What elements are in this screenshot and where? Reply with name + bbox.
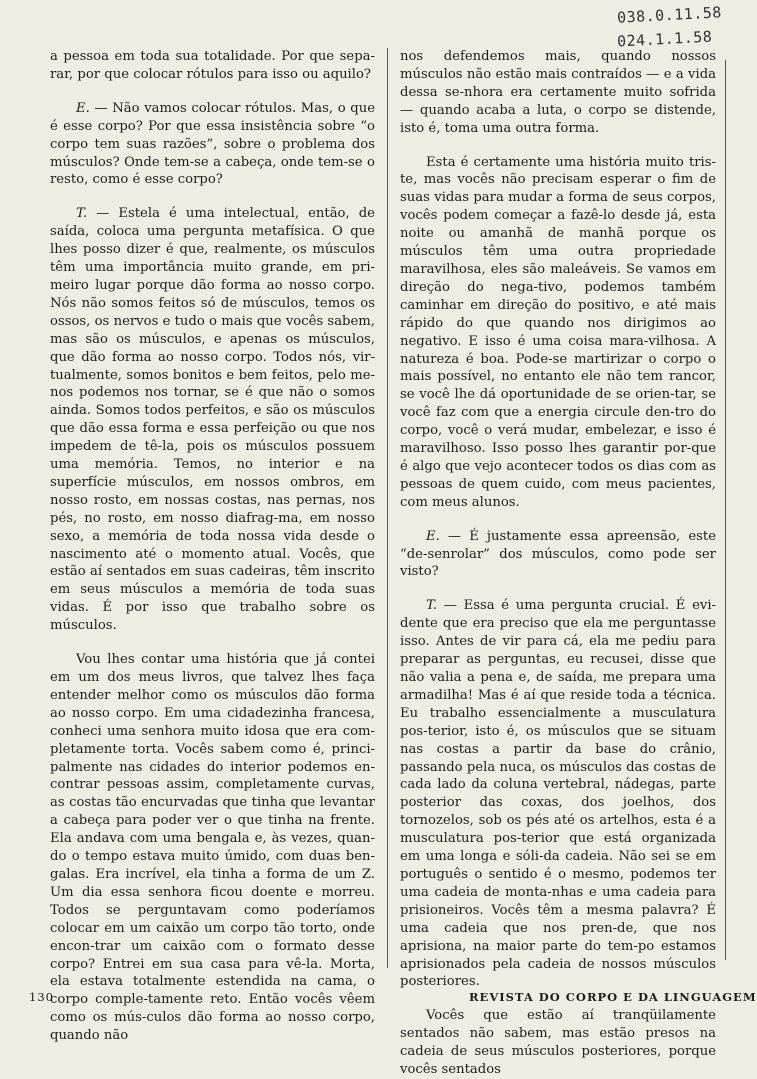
paragraph-text: — Não vamos colocar rótulos. Mas, o que é esse corpo? Por que essa insistência sobre “o corpo tem suas razões”, sobre o problema dos músculos? Onde tem-se a cabeça, onde tem-se o resto, como é esse corpo? [50, 100, 375, 188]
speaker-label: E. [76, 100, 90, 116]
paragraph-text: Esta é certamente uma história muito tris-te, mas vocês não precisam esperar o fim de suas vidas para mudar a forma de seus corpos, vocês podem começar a fazê-lo desde já, esta noite ou amanhã de manhã porque os músculos têm uma outra propriedade maravilhosa, eles são maleáveis. Se vamos em direção do nega-tivo, podemos também caminhar em direção do positivo, e até mais rápido do que quando nos dirigimos ao negativo. E isso é uma coisa mara-vilhosa. A natureza é boa. Pode-se martirizar o corpo o mais possível, no entanto ele não tem rancor, se você lhe dá oportunidade de se orien-tar, se você faz com que a energia circule den-tro do corpo, você o verá mudar, embelezar, e isso é maravilhoso. Isso posso lhes garantir por-que é algo que vejo acontecer todos os dias com as pessoas de quem cuido, com meus pacientes, com meus alunos. [400, 154, 716, 510]
paragraph [50, 100, 375, 190]
paragraph-text: — Estela é uma intelectual, então, de saída, coloca uma pergunta metafísica. O que lhes posso dizer é que, realmente, os músculos têm uma importância muito grande, em pri-meiro lugar porque dão forma ao nosso corpo. Nós não somos feitos só de músculos, temos os ossos, os nervos e tudo o mais que vocês sabem, mas são os músculos, e apenas os músculos, que dão forma ao nosso corpo. Todos nós, vir-tualmente, somos bonitos e bem feitos, pelo me-nos podemos nos tornar, se é que não o somos ainda. Somos todos perfeitos, e são os músculos que dão essa forma e essa perfeição ou que nos impedem de tê-la, pois os músculos possuem uma memória. Temos, no interior e na superfície músculos, em nossos ombros, em nosso rosto, em nossas costas, nas pernas, nos pés, no rosto, em nosso diafrag-ma, em nosso sexo, a memória de toda nossa vida desde o nascimento até o momento atual. Vocês, que estão aí sentados em suas cadeiras, têm inscrito em seus músculos a memória de toda suas vidas. É por isso que trabalho sobre os músculos. [50, 206, 375, 634]
journal-title: REVISTA DO CORPO E DA LINGUAGEM [469, 990, 757, 1004]
handwritten-annotation: 038.0.11.58 [616, 3, 723, 27]
paragraph [400, 597, 716, 991]
paragraph [400, 48, 716, 138]
paragraph [50, 48, 375, 84]
speaker-label: T. [76, 206, 88, 222]
paragraph [50, 651, 375, 1045]
handwritten-annotation: 024.1.1.58 [616, 27, 713, 51]
paragraph-text: a pessoa em toda sua totalidade. Por que sepa-rar, por que colocar rótulos para isso ou aquilo? [50, 49, 375, 82]
paragraph [400, 154, 716, 512]
speaker-label: E. [426, 528, 440, 544]
paragraph-text: Vou lhes contar uma história que já contei em um dos meus livros, que talvez lhes faça entender melhor como os músculos dão forma ao nosso corpo. Em uma cidadezinha francesa, conheci uma senhora muito idosa que era com-pletamente torta. Vocês sabem como é, princi-palmente nas cidades do interior podemos en-contrar pessoas assim, completamente curvas, as costas tão encurvadas que tinha que levantar a cabeça para poder ver o que tinha na frente. Ela andava com uma bengala e, às vezes, quan-do o tempo estava muito úmido, com duas ben-galas. Era incrível, ela tinha a forma de um Z. Um dia essa senhora ficou doente e morreu. Todos se perguntavam como poderíamos colocar em um caixão um corpo tão torto, onde encon-trar um caixão com o formato desse corpo? Entrei em sua casa para vê-la. Morta, ela estava totalmente estendida na cama, o corpo comple-tamente reto. Então vocês vêem como os mús-culos dão forma ao nosso corpo, quando não [50, 652, 375, 1044]
paragraph-text: — É justamente essa apreensão, este “de-senrolar” dos músculos, como pode ser visto? [400, 528, 716, 580]
paragraph [50, 205, 375, 635]
margin-rule [725, 60, 726, 960]
column-rule [387, 48, 388, 968]
page-number: 130 [29, 990, 54, 1004]
paragraph-text: — Essa é uma pergunta crucial. É evi-dente que era preciso que ela me perguntasse isso. Antes de vir para cá, ela me pediu para preparar as perguntas, eu recusei, disse que não valia a pena e, de saída, me prepara uma armadilha! Mas é aí que reside toda a técnica. Eu trabalho essencialmente a musculatura pos-terior, isto é, os músculos que se situam nas costas a partir da base do crânio, passando pela nuca, os músculos das costas de cada lado da coluna vertebral, nádegas, parte posterior das coxas, dos joelhos, dos tornozelos, sob os pés até os artelhos, esta é a musculatura pos-terior que está organizada em uma longa e sóli-da cadeia. Não sei se em português o sentido é o mesmo, podemos ter uma cadeia de monta-nhas e uma cadeia para prisioneiros. Vocês têm a mesma palavra? É uma cadeia que nos pren-de, que nos aprisiona, na maior parte do tem-po estamos aprisionados pela cadeia de nossos músculos posteriores. [400, 598, 716, 990]
paragraph-text: Vocês que estão aí tranqüilamente sentados não sabem, mas estão presos na cadeia de seus músculos posteriores, porque vocês sentados [400, 1008, 716, 1078]
paragraph-text: nos defendemos mais, quando nossos músculos não estão mais contraídos — e a vida dessa se-nhora era certamente muito sofrida — quando acaba a luta, o corpo se distende, isto é, toma uma outra forma. [400, 49, 716, 136]
right-column [400, 48, 716, 1079]
left-column [50, 48, 375, 1045]
paragraph [400, 528, 716, 582]
speaker-label: T. [426, 598, 438, 614]
paragraph [400, 1007, 716, 1079]
